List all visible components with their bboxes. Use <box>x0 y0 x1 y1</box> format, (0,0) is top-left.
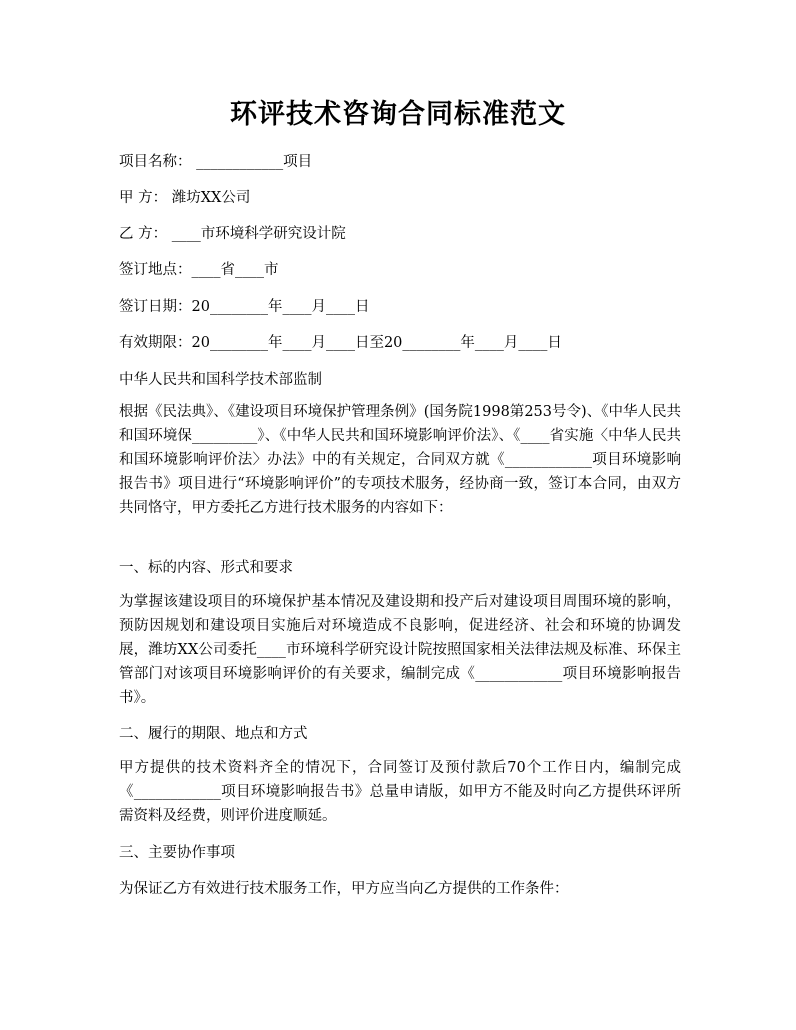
party-b-field: 乙 方： ____市环境科学研究设计院 <box>119 226 346 242</box>
document-title: 环评技术咨询合同标准范文 <box>230 99 566 130</box>
section-2-heading: 二、履行的期限、地点和方式 <box>119 726 308 742</box>
intro-paragraph: 根据《民法典》、《建设项目环境保护管理条例》(国务院1998第253号令)、《中华人民共和国环境保_________》、《中华人民共和国环境影响评价法》、《____省实施〈中华人民共和国环境影响评价法〉办法》中的有关规定，合同双方就《____________项目环境影响报告书》项目进行“环境影响评价”的专项技术服务，经协商一致，签订本合同，由双方共同恪守，甲方委托乙方进行技术服务的内容如下： <box>119 404 681 516</box>
party-a-field: 甲 方： 潍坊XX公司 <box>119 190 251 206</box>
section-3-heading: 三、主要协作事项 <box>119 845 235 861</box>
section-1-body: 为掌握该建设项目的环境保护基本情况及建设期和投产后对建设项目周围环境的影响，预防因规划和建设项目实施后对环境造成不良影响，促进经济、社会和环境的协调发展，潍坊XX公司委托____市环境科学研究设计院按照国家相关法律法规及标准、环保主管部门对该项目环境影响评价的有关要求，编制完成《____________项目环境影响报告书》。 <box>119 594 681 706</box>
supervisor-line: 中华人民共和国科学技术部监制 <box>119 372 322 388</box>
signing-date-field: 签订日期：20________年____月____日 <box>119 299 370 315</box>
section-1-heading: 一、标的内容、形式和要求 <box>119 560 293 576</box>
signing-place-field: 签订地点：____省____市 <box>119 262 279 278</box>
section-2-body: 甲方提供的技术资料齐全的情况下，合同签订及预付款后70个工作日内，编制完成《____________项目环境影响报告书》总量申请版，如甲方不能及时向乙方提供环评所需资料及经费，则评价进度顺延。 <box>119 760 681 824</box>
project-name-field: 项目名称： ____________项目 <box>119 154 313 170</box>
validity-field: 有效期限：20________年____月____日至20________年____月____日 <box>119 335 562 351</box>
section-3-body: 为保证乙方有效进行技术服务工作，甲方应当向乙方提供的工作条件： <box>119 881 569 897</box>
